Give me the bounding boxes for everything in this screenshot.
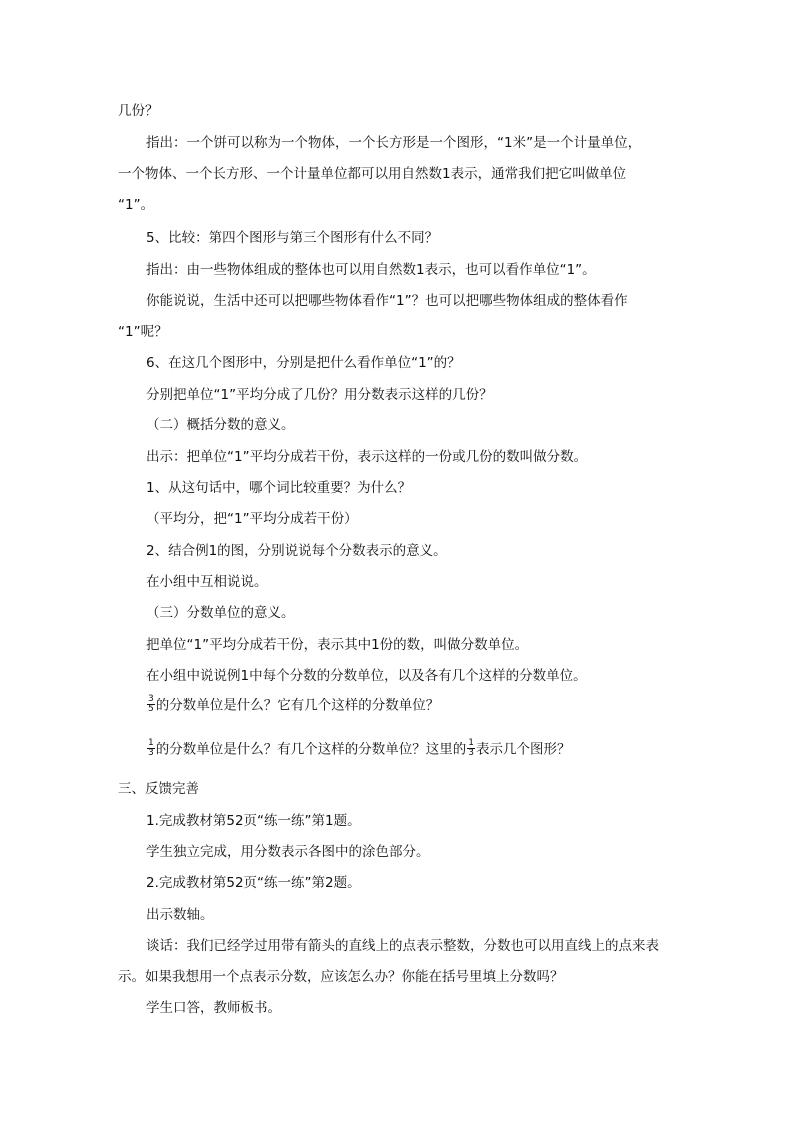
fraction-line: [146, 740, 711, 759]
fraction-line: [146, 696, 711, 715]
text-line: 分别把单位“1”平均分成了几份？用分数表示这样的几份？: [146, 387, 493, 403]
fraction-numerator: 1: [468, 738, 474, 748]
fraction-denominator: 3: [468, 748, 474, 758]
text-line: 指出：一个饼可以称为一个物体，一个长方形是一个图形，“1米”是一个计量单位，: [146, 135, 642, 151]
fraction-denominator: 3: [148, 748, 154, 758]
fraction-line-text: 的分数单位是什么？它有几个这样的分数单位？: [155, 697, 440, 714]
text-line: 2、结合例1的图，分别说说每个分数表示的意义。: [146, 543, 447, 559]
text-line: （三）分数单位的意义。: [146, 605, 295, 621]
text-line: 示。如果我想用一个点表示分数，应该怎么办？你能在括号里填上分数吗？: [118, 969, 564, 985]
text-line: 1、从这句话中，哪个词比较重要？为什么？: [146, 480, 412, 496]
text-line: 在小组中说说例1中每个分数的分数单位，以及各有几个这样的分数单位。: [146, 668, 587, 684]
fraction: [147, 739, 155, 758]
text-line: 在小组中互相说说。: [146, 574, 268, 590]
text-line: 学生独立完成，用分数表示各图中的涂色部分。: [146, 844, 430, 860]
section-heading: 三、反馈完善: [118, 781, 199, 797]
text-line: 出示：把单位“1”平均分成若干份，表示这样的一份或几份的数叫做分数。: [146, 449, 588, 465]
fraction-numerator: 1: [148, 738, 154, 748]
text-line: （平均分，把“1”平均分成若干份）: [146, 511, 358, 527]
text-line: 你能说说，生活中还可以把哪些物体看作“1”？也可以把哪些物体组成的整体看作: [146, 293, 628, 309]
text-line: （二）概括分数的意义。: [146, 417, 295, 433]
text-line: 学生口答，教师板书。: [146, 1000, 281, 1016]
text-line: 把单位“1”平均分成若干份，表示其中1份的数，叫做分数单位。: [146, 637, 529, 653]
fraction-line-text: 表示几个图形？: [475, 741, 571, 758]
text-line: 指出：由一些物体组成的整体也可以用自然数1表示，也可以看作单位“1”。: [146, 262, 596, 278]
text-line: 2.完成教材第52页“练一练”第2题。: [146, 875, 361, 891]
text-line: 1.完成教材第52页“练一练”第1题。: [146, 813, 361, 829]
fraction: [467, 739, 475, 758]
text-line: “1”。: [118, 197, 155, 213]
text-line: 谈话：我们已经学过用带有箭头的直线上的点表示整数，分数也可以用直线上的点来表: [146, 938, 659, 954]
text-line: 一个物体、一个长方形、一个计量单位都可以用自然数1表示，通常我们把它叫做单位: [118, 166, 627, 182]
fraction-line-text: 的分数单位是什么？有几个这样的分数单位？这里的: [155, 741, 467, 758]
text-line: 几份？: [118, 103, 159, 119]
fraction-denominator: 5: [148, 704, 154, 714]
fraction-numerator: 3: [148, 694, 154, 704]
fraction: [147, 695, 155, 714]
text-line: 出示数轴。: [146, 907, 214, 923]
text-line: “1”呢？: [118, 324, 168, 340]
text-line: 5、比较：第四个图形与第三个图形有什么不同？: [146, 230, 439, 246]
text-line: 6、在这几个图形中，分别是把什么看作单位“1”的？: [146, 355, 461, 371]
